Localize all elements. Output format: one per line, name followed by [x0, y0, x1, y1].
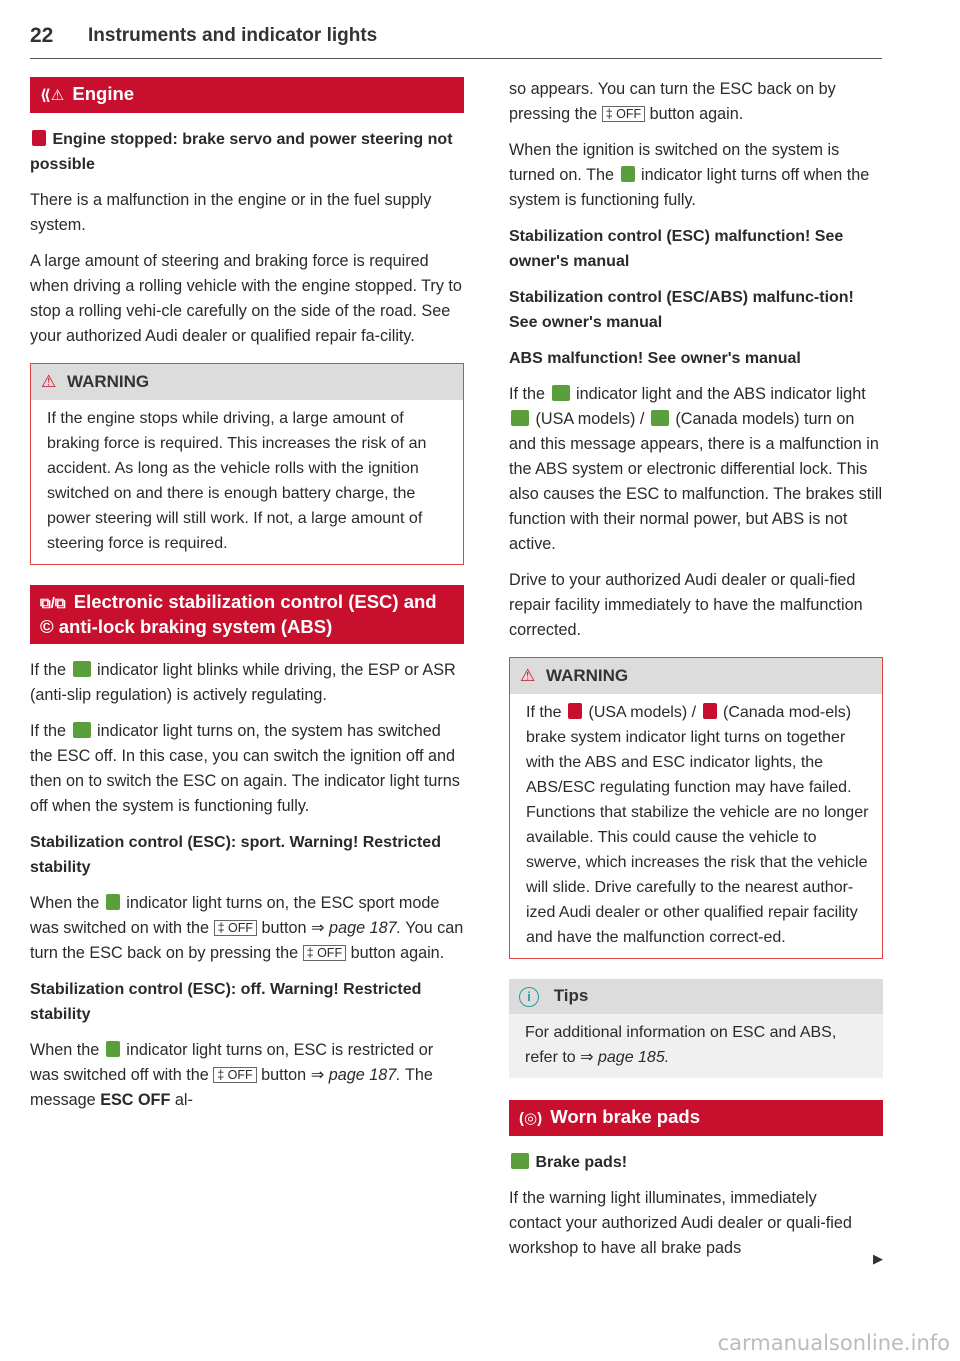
esc-sport-indicator-icon	[106, 894, 120, 910]
drive-paragraph: Drive to your authorized Audi dealer or quali-fied repair facility immediately to have the malfunction corrected.	[509, 571, 863, 639]
engine-paragraph-2: A large amount of steering and braking force is required when driving a rolling vehicle with the engine stopped. Try to stop a rolling vehi-cle carefully on the side of the road. See your authorized Audi dealer or qualified repair fa-cility.	[30, 252, 462, 345]
cont-paragraph-2	[509, 138, 883, 213]
abs-usa-indicator-icon	[511, 410, 529, 426]
abs-warning-body	[510, 694, 882, 958]
esc-off-indicator-icon	[106, 1041, 120, 1057]
abs-paragraph	[509, 382, 883, 557]
text-run: indicator light blinks while driving, the ESP or ASR (anti-slip regulation) is actively regulating.	[30, 661, 456, 704]
esc-off-indicator-icon	[73, 722, 91, 738]
tips-body	[509, 1014, 883, 1078]
tips-header	[509, 979, 883, 1014]
esc-off-paragraph	[30, 1038, 464, 1113]
brake-canada-indicator-icon	[703, 703, 717, 719]
abs-warning-header	[510, 658, 882, 694]
brake-pad-icon: (◎)	[519, 1110, 543, 1127]
engine-subheading-text: Engine stopped: brake servo and power steering not possible	[30, 131, 453, 173]
text-run: If the	[509, 385, 545, 403]
section-heading-brake-pads-label: Worn brake pads	[550, 1106, 700, 1127]
engine-warning-title: WARNING	[66, 372, 150, 391]
tips-title: Tips	[553, 986, 589, 1005]
text-run: (Canada models) turn on and this message appears, there is a malfunction in the ABS system or electronic differential lock. This also causes the ESC to malfunction. The brakes still function with their normal power, but ABS is not active.	[509, 410, 883, 553]
abs-warning-box	[509, 657, 883, 959]
warning-triangle-icon: ⚠	[41, 372, 57, 391]
text-run: For additional information on ESC and ABS, refer to	[525, 1024, 837, 1066]
info-icon: i	[519, 987, 539, 1007]
text-run: al-	[174, 1091, 193, 1109]
text-run: indicator light and the ABS indicator light	[576, 385, 866, 403]
text-run: When the ignition is switched on the system is turned on. The	[509, 141, 840, 184]
page-reference-link[interactable]: ⇒ page 187.	[310, 1066, 401, 1084]
abs-canada-indicator-icon	[651, 410, 669, 426]
text-run: The message	[30, 1066, 433, 1109]
brake-usa-indicator-icon	[568, 703, 582, 719]
text-run: (USA models) /	[588, 704, 697, 721]
text-run: (USA models) /	[535, 410, 645, 428]
esc-off-button-symbol: ‡ OFF	[602, 106, 645, 122]
engine-paragraph-1: There is a malfunction in the engine or in the fuel supply system.	[30, 191, 432, 234]
esc-sport-subheading: Stabilization control (ESC): sport. Warning! Restricted stability	[30, 834, 441, 876]
page-reference-link[interactable]: ⇒ page 185.	[580, 1049, 670, 1066]
section-heading-esc	[30, 585, 464, 644]
watermark: carmanualsonline.info	[717, 1331, 950, 1355]
continue-arrow-icon: ▶	[873, 1251, 883, 1266]
esc-off-button-symbol: ‡ OFF	[214, 920, 257, 936]
abs-warning-title: WARNING	[545, 666, 629, 685]
section-heading-esc-label: Electronic stabilization control (ESC) and © anti-lock braking system (ABS)	[40, 591, 437, 637]
brake-pads-paragraph	[509, 1186, 883, 1261]
text-run: button again.	[350, 944, 445, 962]
esc-sport-paragraph	[30, 891, 464, 966]
page-header	[30, 22, 882, 59]
engine-warning-icon: ⟪⚠	[40, 87, 65, 104]
text-run: (Canada mod-els) brake system indicator light turns on together with the ABS and ESC indicator lights, the ABS/ESC regulating function may have failed. Functions that stabilize the vehicle are no longer available. This could cause the vehicle to swerve, which increases the risk that the vehicle will slide. Drive carefully to the nearest author-ized Audi dealer or other qualified repair facility and have the malfunction correct-ed.	[526, 704, 869, 946]
esc-off-button-symbol: ‡ OFF	[213, 1067, 256, 1083]
esc-paragraph-1	[30, 658, 464, 708]
section-heading-engine	[30, 77, 464, 113]
esc-indicator-icon	[621, 166, 635, 182]
text-run: You can turn the ESC back on by pressing the	[30, 919, 464, 962]
esc-off-button-symbol: ‡ OFF	[303, 945, 346, 961]
abs-malfunction-subheading: ABS malfunction! See owner's manual	[509, 350, 801, 367]
text-run: If the	[30, 661, 66, 679]
left-column	[30, 77, 464, 1124]
text-run: If the warning light illuminates, immediately contact your authorized Audi dealer or quali-fied workshop to have all brake pads	[509, 1189, 852, 1257]
text-run: When the	[30, 894, 100, 912]
brake-pads-subheading-text: Brake pads!	[535, 1154, 628, 1171]
page-reference-link[interactable]: ⇒ page 187.	[311, 919, 402, 937]
text-run: When the	[30, 1041, 100, 1059]
esc-indicator-icon	[552, 385, 570, 401]
right-column	[509, 77, 883, 1307]
section-heading-engine-label: Engine	[72, 83, 135, 104]
text-run: indicator light turns off when the system is functioning fully.	[509, 166, 870, 209]
section-heading-brake-pads	[509, 1100, 883, 1136]
text-run: button	[261, 919, 307, 937]
engine-indicator-icon	[32, 130, 46, 146]
text-run: indicator light turns on, the ESC sport mode was switched on with the	[30, 894, 440, 937]
engine-warning-box	[30, 363, 464, 565]
esc-off-message: ESC OFF	[100, 1091, 171, 1109]
cont-paragraph-1	[509, 77, 883, 127]
engine-subheading	[30, 127, 464, 177]
text-run: If the	[526, 704, 562, 721]
text-run: button	[261, 1066, 307, 1084]
esc-icon: ⧉/⧉	[40, 595, 66, 612]
esc-malfunction-subheading: Stabilization control (ESC) malfunction! See owner's manual	[509, 228, 844, 270]
esc-paragraph-2	[30, 719, 464, 819]
text-run: button again.	[649, 105, 744, 123]
text-run: indicator light turns on, ESC is restricted or was switched off with the	[30, 1041, 434, 1084]
engine-warning-header	[31, 364, 463, 400]
esc-off-subheading: Stabilization control (ESC): off. Warning! Restricted stability	[30, 981, 422, 1023]
tips-box	[509, 979, 883, 1078]
page-header-title: Instruments and indicator lights	[88, 25, 378, 46]
page-number: 22	[30, 24, 54, 47]
esc-abs-malfunction-subheading: Stabilization control (ESC/ABS) malfunc-tion! See owner's manual	[509, 289, 854, 331]
esc-indicator-icon	[73, 661, 91, 677]
engine-warning-body: If the engine stops while driving, a large amount of braking force is required. This increases the risk of an accident. As long as the vehicle rolls with the ignition switched on and there is enough battery charge, the power steering will still work. If not, a large amount of steering force is required.	[47, 410, 427, 552]
warning-triangle-icon: ⚠	[520, 666, 536, 685]
brake-pad-indicator-icon	[511, 1153, 529, 1169]
text-run: so appears. You can turn the ESC back on by pressing the	[509, 80, 836, 123]
brake-pads-subheading	[509, 1150, 883, 1175]
text-run: If the	[30, 722, 66, 740]
text-run: indicator light turns on, the system has switched the ESC off. In this case, you can switch the ignition off and then on to switch the ESC on again. The indicator light turns off when the system is functioning fully.	[30, 722, 460, 815]
